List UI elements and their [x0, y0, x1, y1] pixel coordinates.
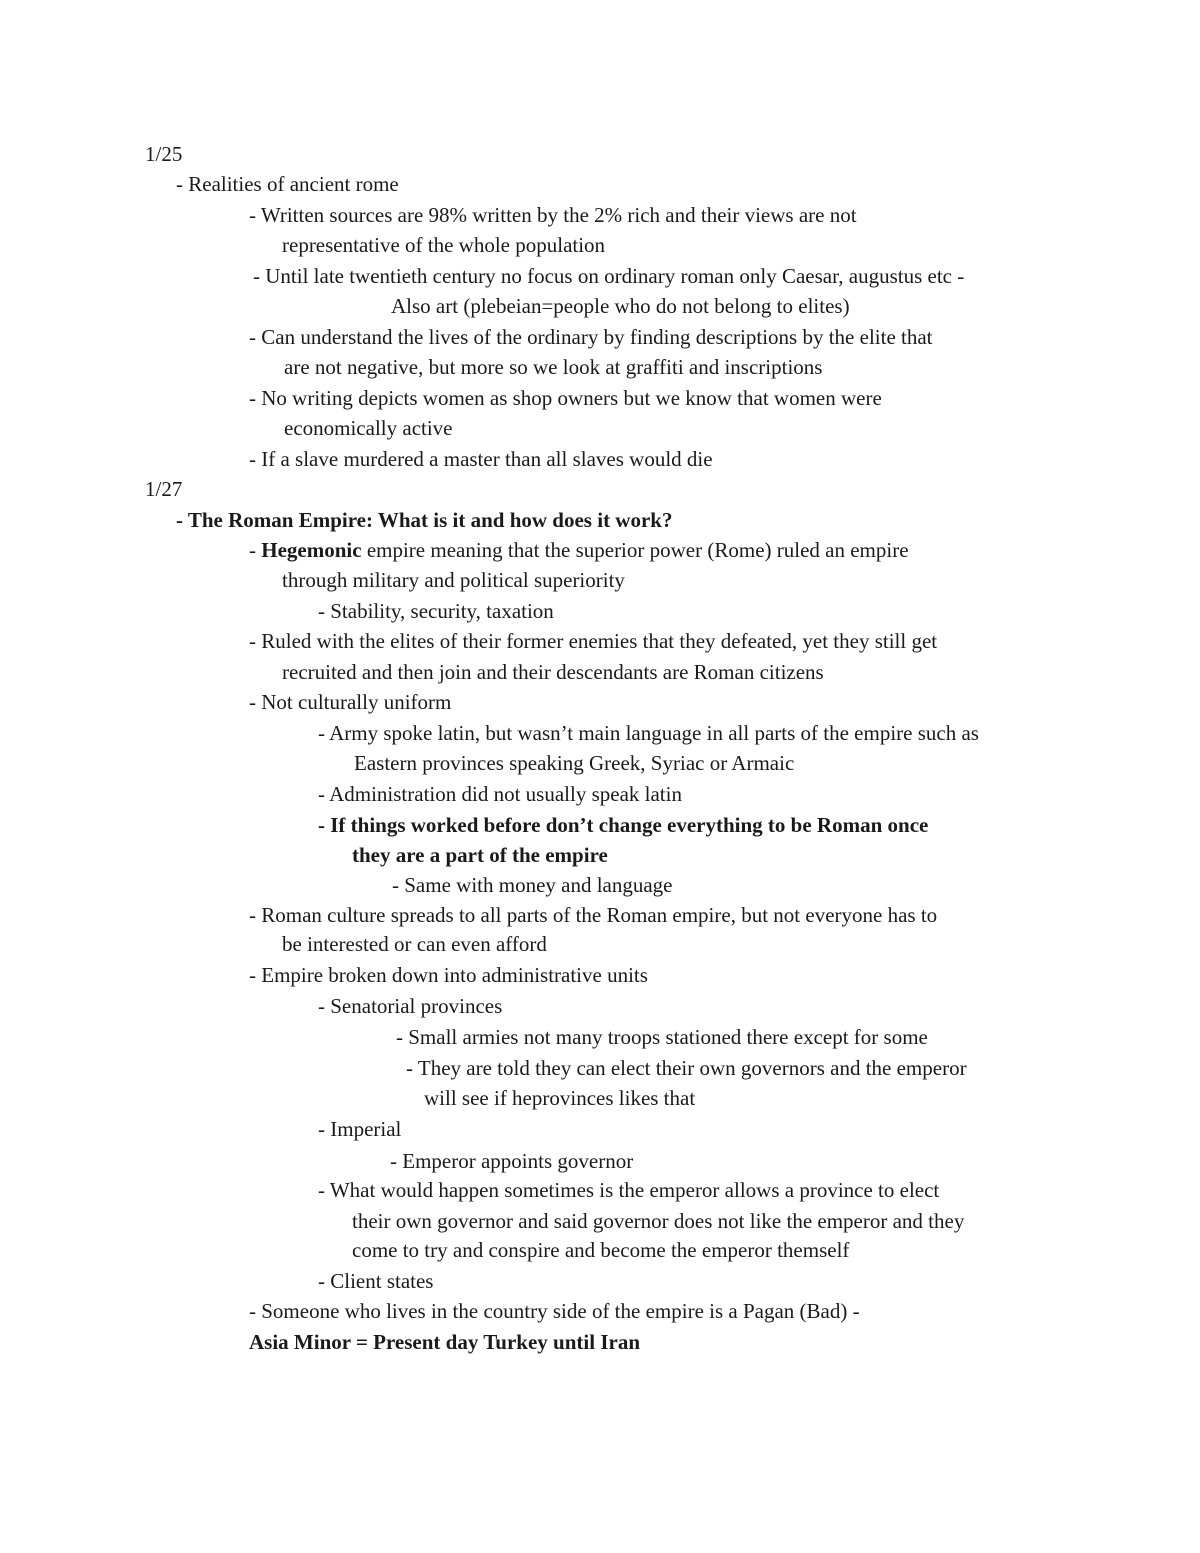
- note-twentieth-century-line-2: Also art (plebeian=people who do not belong to elites): [391, 294, 850, 318]
- note-if-things-worked-line-2: they are a part of the empire: [352, 843, 608, 867]
- note-roman-culture-line-1: - Roman culture spreads to all parts of the Roman empire, but not everyone has to: [249, 903, 938, 927]
- note-written-sources-line-2: representative of the whole population: [282, 233, 606, 257]
- note-client-states: - Client states: [318, 1269, 434, 1293]
- note-not-culturally-uniform: - Not culturally uniform: [249, 690, 452, 714]
- heading-roman-empire: - The Roman Empire: What is it and how does it work?: [176, 508, 673, 532]
- note-small-armies: - Small armies not many troops stationed there except for some: [396, 1025, 928, 1049]
- note-hegemonic-line-2: through military and political superiority: [282, 568, 625, 592]
- note-asia-minor: Asia Minor = Present day Turkey until Iran: [249, 1330, 640, 1354]
- note-roman-culture-line-2: be interested or can even afford: [282, 932, 547, 956]
- note-army-latin-line-2: Eastern provinces speaking Greek, Syriac or Armaic: [354, 751, 795, 775]
- note-hegemonic-rest: empire meaning that the superior power (Rome) ruled an empire: [361, 538, 909, 562]
- note-women-line-1: - No writing depicts women as shop owners but we know that women were: [249, 386, 882, 410]
- note-emperor-appoints-governor: - Emperor appoints governor: [390, 1149, 634, 1173]
- note-slave-murder: - If a slave murdered a master than all slaves would die: [249, 447, 713, 471]
- note-administration-latin: - Administration did not usually speak latin: [318, 782, 682, 806]
- note-elect-governors-line-1: - They are told they can elect their own governors and the emperor: [406, 1056, 967, 1080]
- note-administrative-units: - Empire broken down into administrative units: [249, 963, 648, 987]
- note-what-would-happen-line-1: - What would happen sometimes is the emperor allows a province to elect: [318, 1178, 940, 1202]
- note-twentieth-century-line-1: - Until late twentieth century no focus on ordinary roman only Caesar, augustus etc -: [253, 264, 965, 288]
- note-what-would-happen-line-3: come to try and conspire and become the emperor themself: [352, 1238, 850, 1262]
- note-army-latin-line-1: - Army spoke latin, but wasn’t main language in all parts of the empire such as: [318, 721, 979, 745]
- date-1-27: 1/27: [145, 477, 183, 501]
- note-hegemonic-line-1: [249, 535, 909, 565]
- note-same-with-money: - Same with money and language: [392, 873, 673, 897]
- date-1-25: 1/25: [145, 142, 183, 166]
- note-elect-governors-line-2: will see if heprovinces likes that: [424, 1086, 696, 1110]
- note-imperial: - Imperial: [318, 1117, 402, 1141]
- note-what-would-happen-line-2: their own governor and said governor does not like the emperor and they: [352, 1209, 965, 1233]
- note-ruled-with-elites-line-1: - Ruled with the elites of their former enemies that they defeated, yet they still get: [249, 629, 938, 653]
- note-ordinary-lives-line-2: are not negative, but more so we look at graffiti and inscriptions: [284, 355, 823, 379]
- note-if-things-worked-line-1: - If things worked before don’t change everything to be Roman once: [318, 813, 929, 837]
- note-written-sources-line-1: - Written sources are 98% written by the 2% rich and their views are not: [249, 203, 857, 227]
- note-ordinary-lives-line-1: - Can understand the lives of the ordinary by finding descriptions by the elite that: [249, 325, 933, 349]
- note-senatorial-provinces: - Senatorial provinces: [318, 994, 503, 1018]
- note-hegemonic-dash: -: [249, 538, 262, 562]
- note-pagan: - Someone who lives in the country side of the empire is a Pagan (Bad) -: [249, 1299, 860, 1323]
- note-hegemonic-term: Hegemonic: [261, 538, 362, 562]
- note-women-line-2: economically active: [284, 416, 453, 440]
- heading-realities-of-ancient-rome: - Realities of ancient rome: [176, 172, 399, 196]
- note-stability-security-taxation: - Stability, security, taxation: [318, 599, 554, 623]
- note-ruled-with-elites-line-2: recruited and then join and their descendants are Roman citizens: [282, 660, 824, 684]
